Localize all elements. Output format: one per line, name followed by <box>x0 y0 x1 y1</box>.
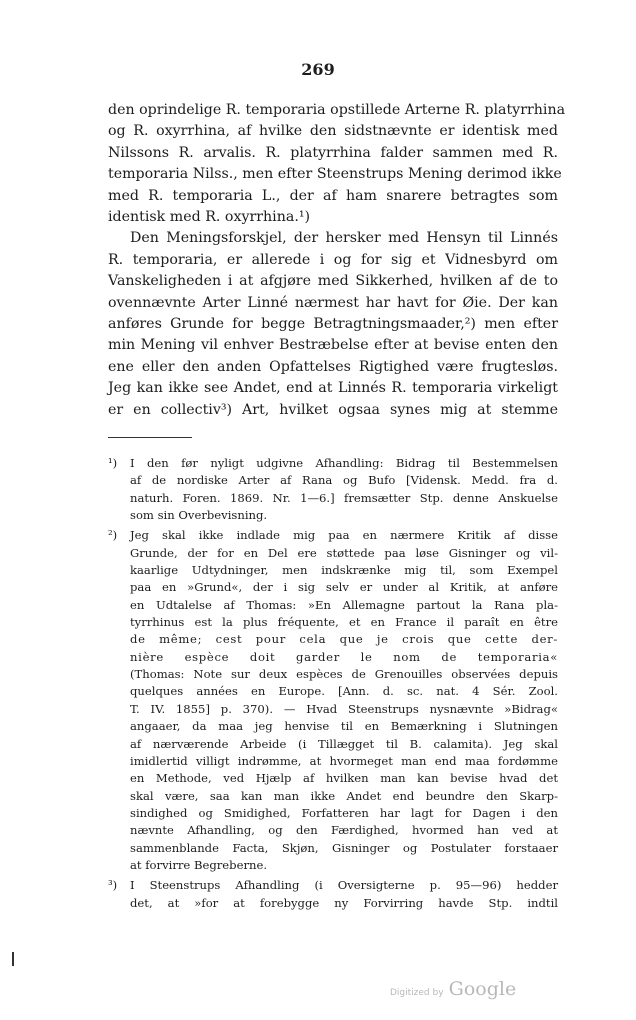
body-line: med R. temporaria L., der af ham snarere betragtes som <box>108 187 558 204</box>
footnote-line: paa en »Grund«, der i sig selv er under al Kritik, at anføre <box>130 580 558 595</box>
footnote-line: T. IV. 1855] p. 370). — Hvad Steenstrups nysnævnte »Bidrag« <box>130 701 558 716</box>
body-line: anføres Grunde for begge Betragtningsmaader,²) men efter <box>108 316 558 333</box>
footnote-line: sammenblande Facta, Skjøn, Gisninger og Postulater forstaaer <box>130 840 558 855</box>
footnote-line: quelques années en Europe. [Ann. d. sc. nat. 4 Sér. Zool. <box>130 684 558 699</box>
footnote-line: de même; cest pour cela que je crois que cette der- <box>130 632 558 647</box>
footnote-line: en Udtalelse af Thomas: »En Allemagne partout la Rana pla- <box>130 597 558 612</box>
body-line: Den Meningsforskjel, der hersker med Hensyn til Linnés <box>130 230 558 247</box>
body-line: R. temporaria, er allerede i og for sig et Vidnesbyrd om <box>108 251 558 268</box>
footnote-line: det, at »for at forebygge ny Forvirring havde Stp. indtil <box>130 895 558 910</box>
watermark-brand: Google <box>448 978 517 1000</box>
footnote-line: nævnte Afhandling, og den Færdighed, hvormed han ved at <box>130 823 558 838</box>
body-line: min Mening vil enhver Bestræbelse efter at bevise enten den <box>108 337 558 354</box>
footnote-divider <box>108 437 192 438</box>
body-line: Jeg kan ikke see Andet, end at Linnés R. temporaria virkeligt <box>108 380 558 397</box>
digitized-watermark <box>390 978 516 1000</box>
footnote-line: kaarlige Udtydninger, men indskrænke mig til, som Exempel <box>130 563 558 578</box>
footnote-line: tyrrhinus est la plus fréquente, et en France il paraît en être <box>130 615 558 630</box>
margin-mark <box>12 952 14 966</box>
watermark-prefix: Digitized by <box>390 988 444 998</box>
footnote-line: en Methode, ved Hjælp af hvilken man kan bevise hvad det <box>130 771 558 786</box>
footnote-line: ³) I Steenstrups Afhandling (i Oversigterne p. 95—96) hedder <box>108 877 558 894</box>
body-line: ovennævnte Arter Linné nærmest har havt for Øie. Der kan <box>108 294 558 311</box>
footnote-2 <box>108 527 558 874</box>
body-line: Nilssons R. arvalis. R. platyrrhina falder sammen med R. <box>108 144 558 161</box>
footnote-line: imidlertid villigt indrømme, at hvormeget man end maa fordømme <box>130 753 558 768</box>
footnote-line: angaaer, da maa jeg henvise til en Bemærkning i Slutningen <box>130 719 558 734</box>
footnote-marker: ²) <box>108 528 118 543</box>
body-line: den oprindelige R. temporaria opstillede Arterne R. platyrrhina <box>108 102 566 118</box>
body-line: identisk med R. oxyrrhina.¹) <box>108 209 311 226</box>
body-line: temporaria Nilss., men efter Steenstrups Mening derimod ikke <box>108 166 562 183</box>
body-line: ene eller den anden Opfattelses Rigtighed være frugtesløs. <box>108 358 558 375</box>
footnote-line: skal være, saa kan man ikke Andet end beundre den Skarp- <box>130 788 558 803</box>
footnote-line: som sin Overbevisning. <box>130 508 268 523</box>
footnote-line: naturh. Foren. 1869. Nr. 1—6.] fremsætter Stp. denne Anskuelse <box>130 490 558 505</box>
body-line: Vanskeligheden i at afgjøre med Sikkerhed, hvilken af de to <box>108 273 558 290</box>
body-text <box>108 100 566 421</box>
footnote-1 <box>108 455 558 524</box>
footnote-line: ¹) I den før nyligt udgivne Afhandling: Bidrag til Bestemmelsen <box>108 455 558 472</box>
footnote-line: at forvirre Begreberne. <box>130 857 268 872</box>
footnote-marker: ³) <box>108 878 118 893</box>
footnotes <box>108 455 558 912</box>
footnote-line: (Thomas: Note sur deux espèces de Grenouilles observées depuis <box>130 667 558 682</box>
footnote-line: sindighed og Smidighed, Forfatteren har lagt for Dagen i den <box>130 805 558 820</box>
footnote-line: Grunde, der for en Del ere støttede paa løse Gisninger og vil- <box>130 545 558 560</box>
footnote-line: af nærværende Arbeide (i Tillægget til B. calamita). Jeg skal <box>130 736 558 751</box>
body-line: og R. oxyrrhina, af hvilke den sidstnævnte er identisk med <box>108 123 558 140</box>
footnote-marker: ¹) <box>108 456 118 470</box>
body-line: er en collectiv³) Art, hvilket ogsaa synes mig at stemme <box>108 401 558 418</box>
footnote-line: ²) Jeg skal ikke indlade mig paa en nærmere Kritik af disse <box>108 527 558 544</box>
footnote-line: af de nordiske Arter af Rana og Bufo [Vidensk. Medd. fra d. <box>130 473 558 488</box>
page-number: 269 <box>301 60 335 79</box>
footnote-line: nière espèce doit garder le nom de temporaria« <box>130 649 558 664</box>
footnote-3 <box>108 877 558 912</box>
